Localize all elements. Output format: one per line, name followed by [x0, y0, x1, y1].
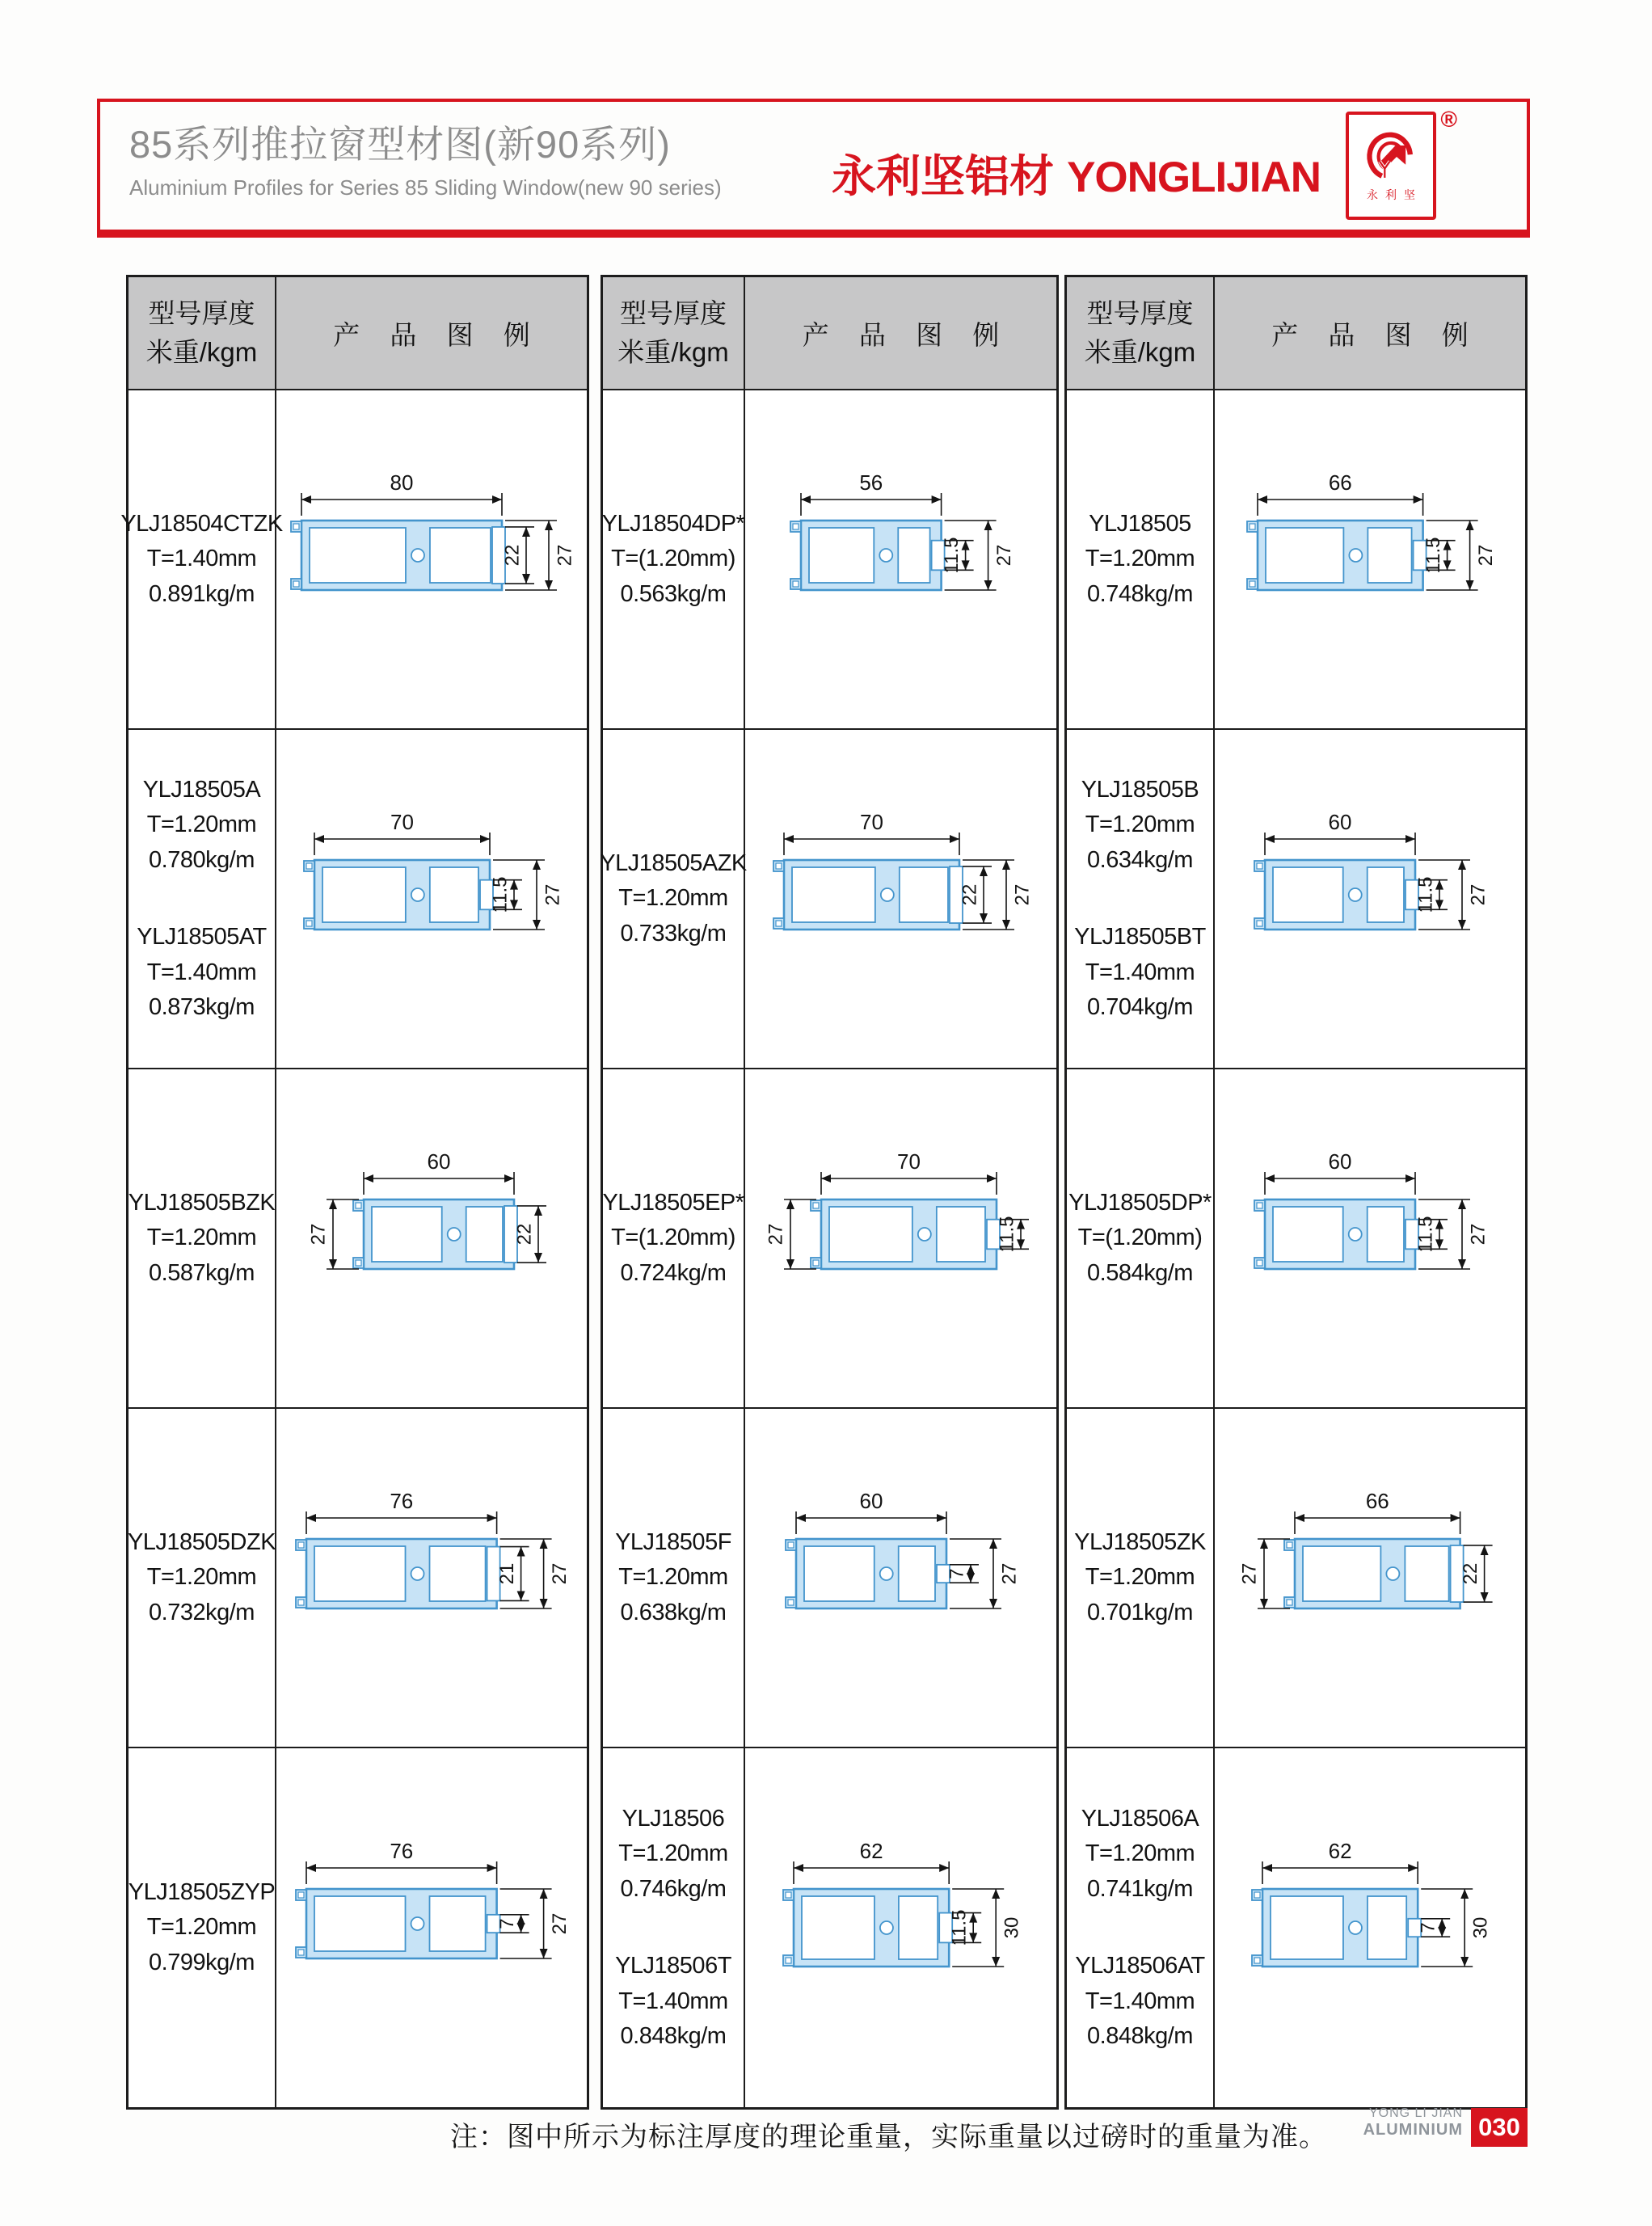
model-block — [1081, 1802, 1199, 1908]
model-block — [1085, 507, 1195, 613]
profile-cross-section-drawing — [746, 449, 1056, 669]
model-code: YLJ18505A — [142, 776, 261, 803]
dimension-label: 22 — [501, 544, 524, 567]
dimension-label: 7 — [946, 1568, 967, 1579]
dimension-label: 22 — [959, 883, 980, 906]
table-group — [120, 275, 589, 2110]
model-block — [129, 1186, 276, 1292]
dimension-label: 11.5 — [1414, 1216, 1437, 1253]
table-row — [603, 1409, 1056, 1748]
model-cell — [1067, 1069, 1215, 1407]
illustration-cell — [276, 390, 587, 728]
model-code: YLJ18505AZK — [600, 850, 747, 876]
dimension-label: 60 — [427, 1149, 451, 1174]
profile-cross-section-drawing — [1215, 1128, 1525, 1348]
illustration-cell — [745, 390, 1056, 728]
model-block — [615, 1525, 731, 1631]
model-block — [129, 1875, 276, 1981]
model-thickness: T=1.20mm — [618, 1840, 728, 1866]
dimension-label: 76 — [390, 1489, 414, 1513]
illustration-cell — [276, 1069, 587, 1407]
header-model-line1: 型号厚度 — [148, 298, 255, 329]
model-thickness: T=1.20mm — [618, 1564, 728, 1591]
model-thickness: T=(1.20mm) — [1077, 1225, 1203, 1251]
model-cell — [603, 1069, 745, 1407]
dimension-label: 70 — [390, 810, 414, 834]
header-model-line2: 米重/kgm — [617, 337, 729, 367]
model-thickness: T=1.40mm — [618, 1988, 728, 2014]
dimension-label: 70 — [859, 810, 883, 834]
profile-cross-section-drawing — [276, 1128, 587, 1348]
model-block — [618, 1802, 727, 1908]
profile-cross-section-drawing — [276, 1818, 587, 2038]
model-weight: 0.799kg/m — [149, 1949, 255, 1975]
model-cell — [1067, 390, 1215, 728]
dimension-label: 27 — [998, 1562, 1020, 1585]
model-code: YLJ18506A — [1081, 1805, 1199, 1832]
dimension-label: 27 — [1011, 883, 1033, 906]
model-code: YLJ18505EP* — [602, 1189, 744, 1216]
model-code: YLJ18506 — [622, 1805, 725, 1832]
profile-cross-section-drawing — [1215, 449, 1525, 669]
profile-cross-section-drawing — [1215, 1468, 1525, 1688]
model-block — [137, 920, 267, 1026]
model-code: YLJ18505 — [1089, 510, 1191, 537]
profile-cross-section-drawing — [276, 789, 587, 1009]
footer-note: 注：图中所示为标注厚度的理论重量，实际重量以过磅时的重量为准。 — [450, 2122, 1327, 2152]
header-illustration-column: 产 品 图 例 — [802, 319, 1011, 350]
dimension-label: 66 — [1328, 470, 1352, 495]
header-model-line1: 型号厚度 — [1086, 298, 1194, 329]
model-thickness: T=(1.20mm) — [611, 1225, 735, 1251]
model-weight: 0.748kg/m — [1087, 580, 1193, 607]
dimension-label: 7 — [1417, 1922, 1439, 1933]
illustration-cell — [745, 1409, 1056, 1747]
model-block — [128, 1525, 276, 1631]
dimension-label: 27 — [992, 544, 1015, 567]
model-thickness: T=(1.20mm) — [611, 546, 735, 572]
header-model-line1: 型号厚度 — [620, 298, 727, 329]
table-row — [1067, 1748, 1525, 2107]
model-weight: 0.733kg/m — [620, 920, 727, 946]
page-subtitle: Aluminium Profiles for Series 85 Sliding Window(new 90 series) — [129, 175, 722, 200]
dimension-label: 11.5 — [996, 1216, 1018, 1253]
dimension-label: 62 — [1328, 1839, 1352, 1863]
model-thickness: T=1.40mm — [1085, 1988, 1195, 2014]
dimension-label: 56 — [858, 470, 883, 495]
model-thickness: T=1.20mm — [1085, 812, 1195, 837]
model-code: YLJ18505BT — [1074, 924, 1206, 950]
illustration-cell — [276, 1748, 587, 2107]
model-code: YLJ18506AT — [1075, 1953, 1205, 1979]
dimension-label: 30 — [1469, 1916, 1492, 1939]
model-cell — [603, 1409, 745, 1747]
page-number-badge: 030 — [1471, 2108, 1528, 2147]
model-block — [600, 846, 747, 952]
model-thickness: T=1.40mm — [146, 959, 257, 985]
model-block — [602, 1186, 744, 1292]
profile-cross-section-drawing — [746, 1468, 1056, 1688]
illustration-cell — [276, 1409, 587, 1747]
model-thickness: T=1.20mm — [1085, 1840, 1195, 1866]
dimension-label: 27 — [549, 1562, 571, 1585]
profile-cross-section-drawing — [746, 1818, 1056, 2038]
model-block — [1074, 1525, 1206, 1631]
model-code: YLJ18504DP* — [601, 510, 745, 537]
header-model-column — [129, 277, 276, 389]
model-weight: 0.732kg/m — [149, 1599, 255, 1625]
dimension-label: 27 — [307, 1223, 330, 1246]
model-cell — [1067, 1409, 1215, 1747]
model-cell — [600, 730, 747, 1068]
header-model-column — [1067, 277, 1215, 389]
model-block — [1068, 1186, 1212, 1292]
footer-brand — [1309, 2106, 1463, 2140]
model-block — [120, 507, 282, 613]
model-thickness: T=1.20mm — [1085, 1564, 1195, 1591]
model-cell — [1067, 730, 1215, 1068]
model-weight: 0.584kg/m — [1087, 1259, 1193, 1286]
model-weight: 0.891kg/m — [149, 580, 255, 607]
dimension-label: 27 — [1238, 1562, 1261, 1585]
model-weight: 0.780kg/m — [149, 846, 255, 873]
table-row — [1067, 1069, 1525, 1409]
table-row — [603, 1748, 1056, 2107]
model-code: YLJ18504CTZK — [120, 510, 283, 537]
model-cell — [129, 1069, 276, 1407]
model-code: YLJ18505AT — [137, 924, 267, 950]
table-row — [1067, 1409, 1525, 1748]
registered-mark: ® — [1440, 107, 1457, 132]
model-weight: 0.741kg/m — [1087, 1875, 1193, 1902]
table-group — [1064, 275, 1528, 2110]
model-thickness: T=1.20mm — [146, 1914, 257, 1941]
model-cell — [603, 1748, 745, 2107]
model-cell — [603, 390, 745, 728]
model-code: YLJ18506T — [615, 1953, 731, 1979]
header-model-line2: 米重/kgm — [145, 337, 258, 367]
profile-cross-section-drawing — [276, 1468, 587, 1688]
dimension-label: 11.5 — [1414, 876, 1437, 913]
model-weight: 0.873kg/m — [149, 994, 255, 1020]
table-row — [129, 1069, 587, 1409]
brand-logo-icon — [1346, 112, 1436, 220]
header-model-line2: 米重/kgm — [1084, 337, 1196, 367]
model-cell — [120, 390, 283, 728]
dimension-label: 27 — [1467, 1223, 1490, 1246]
dimension-label: 27 — [542, 883, 564, 906]
model-thickness: T=1.20mm — [146, 1564, 257, 1591]
dimension-label: 27 — [1475, 544, 1498, 567]
profile-cross-section-drawing — [1215, 1818, 1525, 2038]
model-cell — [1067, 1748, 1215, 2107]
dimension-label: 27 — [549, 1912, 571, 1935]
dimension-label: 7 — [496, 1918, 519, 1929]
model-weight: 0.638kg/m — [620, 1599, 727, 1625]
model-weight: 0.704kg/m — [1087, 994, 1193, 1020]
dimension-label: 22 — [1460, 1562, 1482, 1585]
illustration-cell — [745, 730, 1056, 1068]
dimension-label: 60 — [1328, 810, 1352, 834]
model-weight: 0.587kg/m — [149, 1259, 255, 1286]
model-weight: 0.563kg/m — [620, 580, 727, 607]
model-code: YLJ18505DZK — [127, 1528, 276, 1555]
illustration-cell — [276, 730, 587, 1068]
profile-cross-section-drawing — [1215, 789, 1525, 1009]
illustration-cell — [1215, 1409, 1525, 1747]
dimension-label: 70 — [896, 1149, 921, 1174]
table-row — [120, 390, 587, 730]
illustration-cell — [1215, 390, 1525, 728]
brand-name-en: YONGLIJIAN — [1067, 154, 1321, 201]
profile-cross-section-drawing — [276, 449, 587, 669]
table-row — [603, 1069, 1056, 1409]
model-weight: 0.848kg/m — [1087, 2023, 1193, 2049]
model-thickness: T=1.20mm — [146, 1225, 257, 1251]
table-header-row — [1067, 277, 1525, 390]
model-block — [1074, 920, 1206, 1026]
logo-characters: 永利坚 — [1367, 188, 1422, 201]
dimension-label: 30 — [1001, 1916, 1023, 1939]
table-group — [601, 275, 1059, 2110]
illustration-cell — [1215, 730, 1525, 1068]
profile-cross-section-drawing — [746, 789, 1056, 1009]
header — [97, 99, 1530, 238]
model-weight: 0.746kg/m — [620, 1875, 727, 1902]
model-cell — [129, 1748, 276, 2107]
model-block — [143, 773, 260, 879]
table-row — [129, 1748, 587, 2107]
dimension-label: 22 — [513, 1223, 536, 1246]
dimension-label: 11.5 — [489, 876, 512, 913]
model-cell — [129, 730, 276, 1068]
dimension-label: 60 — [1328, 1149, 1352, 1174]
page-title: 85系列推拉窗型材图(新90系列) — [129, 123, 671, 166]
model-block — [1075, 1949, 1205, 2055]
model-code: YLJ18505B — [1081, 776, 1199, 803]
dimension-label: 21 — [496, 1562, 519, 1585]
illustration-cell — [745, 1748, 1056, 2107]
model-thickness: T=1.20mm — [618, 885, 728, 912]
model-cell — [129, 1409, 276, 1747]
dimension-label: 11.5 — [940, 537, 963, 574]
table-row — [129, 730, 587, 1069]
table-row — [603, 390, 1056, 730]
table-row — [600, 730, 1056, 1069]
model-thickness: T=1.20mm — [146, 812, 257, 837]
table-header-row — [129, 277, 587, 390]
model-weight: 0.724kg/m — [620, 1259, 727, 1286]
dimension-label: 11.5 — [1422, 537, 1445, 574]
dimension-label: 27 — [765, 1223, 786, 1246]
table-header-row — [603, 277, 1056, 390]
brand-name-cn: 永利坚铝材 — [832, 151, 1055, 201]
model-block — [1081, 773, 1199, 879]
dimension-label: 80 — [390, 470, 414, 495]
model-code: YLJ18505BZK — [128, 1189, 276, 1216]
footer-brand-line2: ALUMINIUM — [1363, 2121, 1463, 2140]
header-illustration-column: 产 品 图 例 — [1271, 319, 1480, 350]
model-thickness: T=1.20mm — [1085, 546, 1195, 572]
dimension-label: 11.5 — [948, 1909, 971, 1946]
model-thickness: T=1.40mm — [146, 546, 257, 572]
table-row — [129, 1409, 587, 1748]
table-row — [1067, 390, 1525, 730]
table-row — [1067, 730, 1525, 1069]
model-weight: 0.848kg/m — [620, 2023, 727, 2049]
model-block — [615, 1949, 731, 2055]
model-code: YLJ18505ZK — [1074, 1528, 1206, 1555]
model-weight: 0.701kg/m — [1087, 1599, 1193, 1625]
model-code: YLJ18505ZYP — [128, 1878, 276, 1905]
model-code: YLJ18505F — [615, 1528, 731, 1555]
profile-cross-section-drawing — [746, 1128, 1056, 1348]
illustration-cell — [1215, 1748, 1525, 2107]
page-title-block — [129, 115, 722, 200]
header-model-column — [603, 277, 745, 389]
brand — [832, 141, 1321, 204]
dimension-label: 66 — [1365, 1489, 1389, 1513]
illustration-cell — [745, 1069, 1056, 1407]
dimension-label: 76 — [390, 1839, 414, 1863]
model-block — [602, 507, 745, 613]
illustration-cell — [1215, 1069, 1525, 1407]
model-thickness: T=1.40mm — [1085, 959, 1195, 985]
dimension-label: 62 — [859, 1839, 883, 1863]
dimension-label: 27 — [1467, 883, 1490, 906]
model-weight: 0.634kg/m — [1087, 846, 1193, 873]
footer-brand-line1: YONG LI JIAN — [1368, 2106, 1463, 2120]
dimension-label: 27 — [554, 544, 576, 567]
dimension-label: 60 — [859, 1489, 883, 1513]
logo-swirl-icon — [1363, 129, 1419, 185]
header-illustration-column: 产 品 图 例 — [333, 319, 542, 350]
model-code: YLJ18505DP* — [1068, 1189, 1212, 1216]
